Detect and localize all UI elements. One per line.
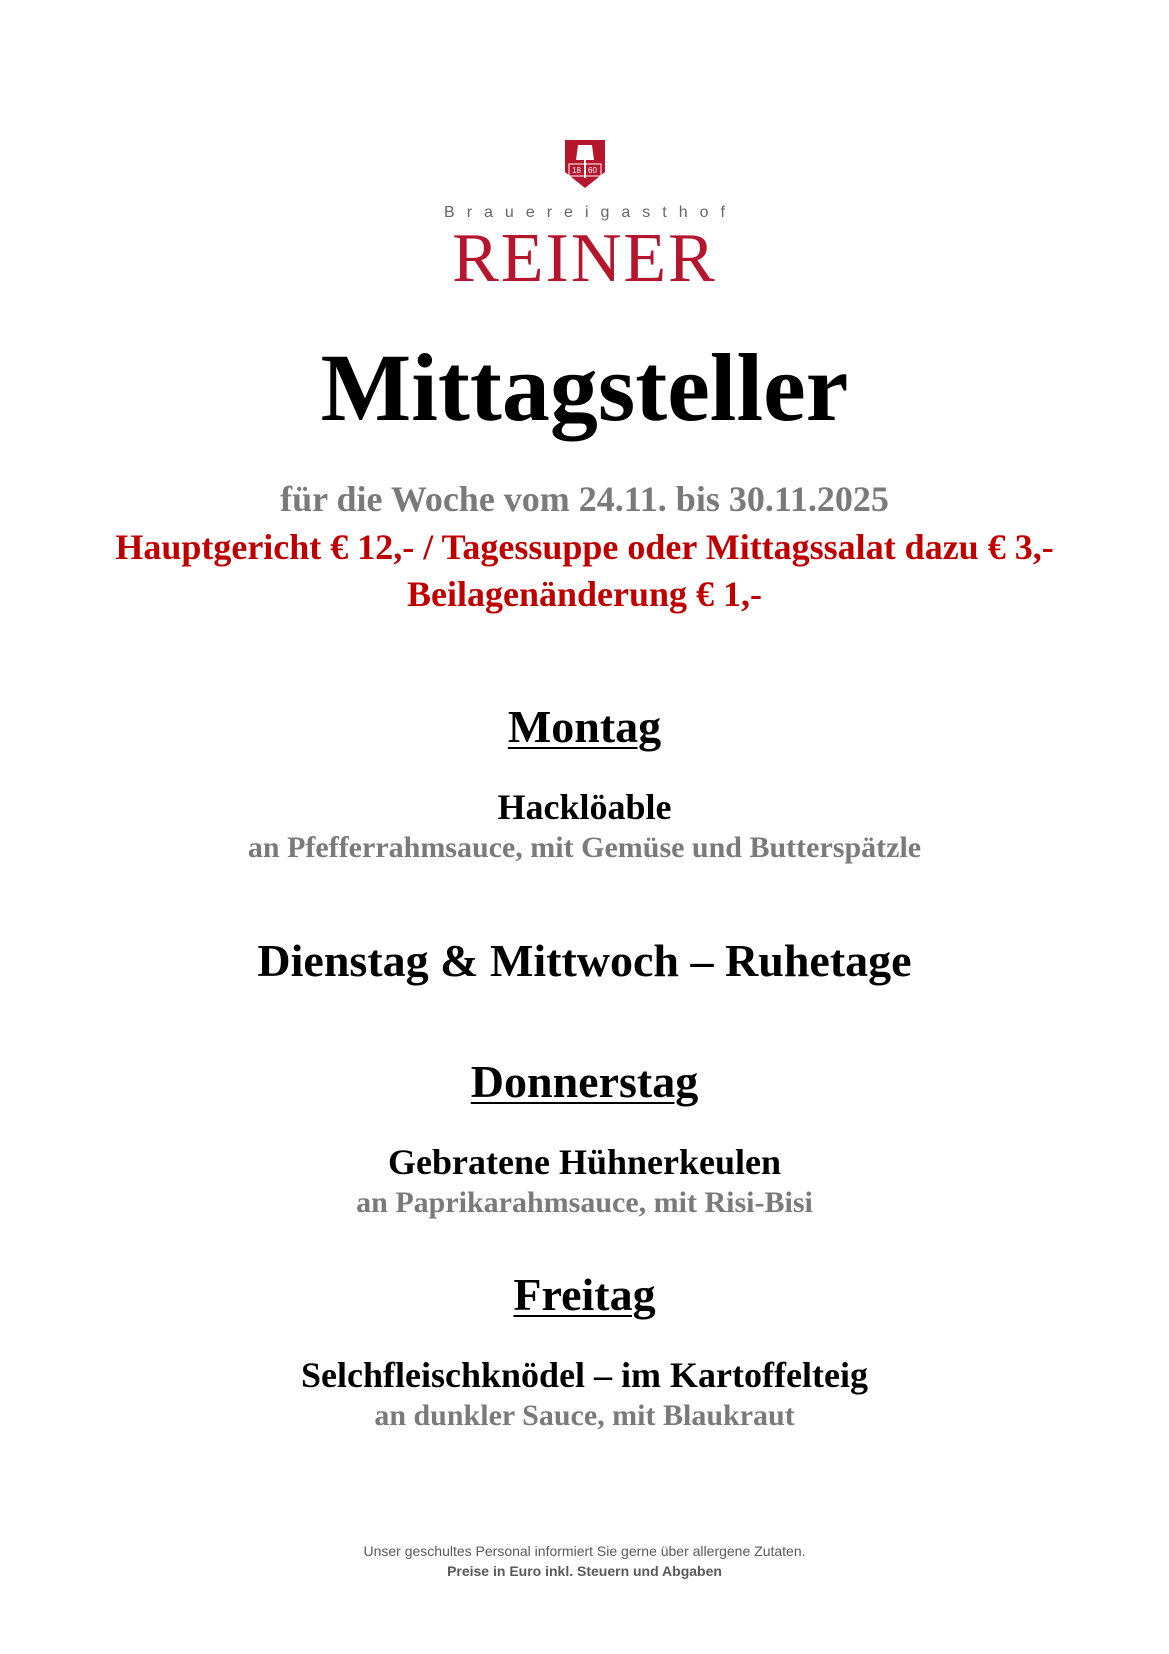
- day-heading-thursday: Donnerstag: [470, 1056, 699, 1107]
- dish-thursday: Gebratene Hühnerkeulen: [388, 1142, 781, 1182]
- logo-shield: [0, 138, 1169, 195]
- prices-note: Preise in Euro inkl. Steuern und Abgaben: [447, 1563, 722, 1579]
- dish-desc-friday: an dunkler Sauce, mit Blaukraut: [374, 1399, 795, 1432]
- shield-lamp-icon: [563, 138, 607, 190]
- logo-name: REINER: [452, 220, 717, 297]
- dish-friday: Selchfleischknödel – im Kartoffelteig: [301, 1355, 868, 1395]
- closed-days: Dienstag & Mittwoch – Ruhetage: [257, 935, 912, 986]
- dish-desc-thursday: an Paprikarahmsauce, mit Risi-Bisi: [356, 1186, 813, 1219]
- dish-desc-monday: an Pfefferrahmsauce, mit Gemüse und Butterspätzle: [247, 831, 922, 864]
- week-range: für die Woche vom 24.11. bis 30.11.2025: [280, 479, 889, 519]
- price-main: Hauptgericht € 12,- / Tagessuppe oder Mittagssalat dazu € 3,-: [115, 527, 1054, 567]
- day-heading-friday: Freitag: [513, 1269, 656, 1320]
- svg-text:18: 18: [571, 166, 581, 175]
- allergen-note: Unser geschultes Personal informiert Sie gerne über allergene Zutaten.: [363, 1543, 806, 1559]
- svg-text:60: 60: [587, 166, 597, 175]
- page-title: Mittagsteller: [320, 334, 849, 441]
- logo-subtitle: Brauereigasthof: [444, 204, 737, 221]
- day-heading-monday: Montag: [507, 701, 662, 752]
- price-side-change: Beilagenänderung € 1,-: [406, 574, 763, 614]
- dish-monday: Hacklöable: [497, 787, 672, 827]
